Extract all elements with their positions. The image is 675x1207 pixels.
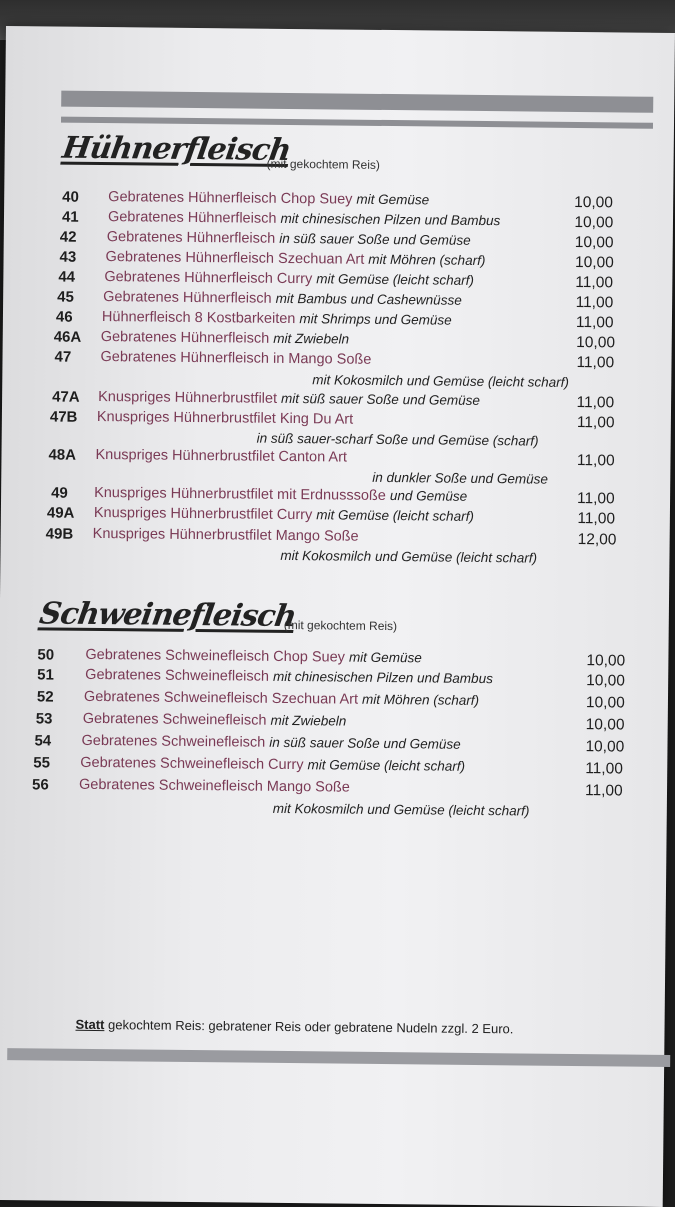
- pork-item-title: Gebratenes Schweinefleisch: [81, 732, 266, 751]
- chicken-item-price: 11,00: [576, 490, 615, 508]
- pork-item-name: [85, 647, 422, 667]
- chicken-item-name: [98, 389, 480, 409]
- pork-item-description: mit Möhren (scharf): [361, 691, 480, 708]
- footer-statt: Statt: [75, 1016, 105, 1033]
- chicken-item-title: Gebratenes Hühnerfleisch: [106, 229, 276, 247]
- chicken-item-price: 11,00: [576, 393, 615, 412]
- chicken-item-number: 41: [61, 208, 79, 226]
- pork-item-price: 10,00: [585, 716, 625, 734]
- chicken-item-number: 49B: [45, 525, 74, 543]
- section-note-pork: (mit gekochtem Reis): [283, 617, 398, 634]
- chicken-item-price: 11,00: [576, 353, 615, 372]
- pork-item-name: [80, 755, 465, 775]
- chicken-item-price: 12,00: [577, 531, 617, 549]
- chicken-item-number: 47B: [49, 408, 78, 426]
- chicken-item-description: mit Gemüse (leicht scharf): [316, 271, 474, 288]
- section-title-chicken: Hühnerfleisch: [60, 130, 293, 168]
- pork-item-title: Gebratenes Schweinefleisch: [85, 666, 270, 685]
- chicken-item-description: mit Shrimps und Gemüse: [299, 311, 452, 328]
- chicken-item-title: Gebratenes Hühnerfleisch Curry: [104, 269, 313, 288]
- chicken-item-title: Knuspriges Hühnerbrustfilet Curry: [93, 504, 313, 524]
- pork-item-description: mit Gemüse: [348, 649, 422, 666]
- chicken-item-subline: in dunkler Soße und Gemüse: [372, 469, 548, 487]
- chicken-item-name: [107, 229, 471, 249]
- chicken-item-number: 44: [58, 268, 76, 286]
- chicken-item-name: [102, 309, 452, 329]
- chicken-item-description: mit süß sauer Soße und Gemüse: [281, 390, 480, 408]
- pork-item-number: 53: [35, 710, 53, 728]
- pork-item-name: [85, 667, 493, 687]
- pork-item-description: mit chinesischen Pilzen und Bambus: [272, 668, 493, 687]
- pork-item-price: 11,00: [585, 760, 623, 778]
- chicken-item-price: 10,00: [574, 233, 614, 252]
- pork-item-name: [79, 777, 350, 796]
- chicken-item-title: Knuspriges Hühnerbrustfilet: [98, 388, 278, 407]
- chicken-item-price: 10,00: [574, 193, 614, 212]
- chicken-item-number: 49: [51, 484, 68, 502]
- pork-item-name: [81, 733, 460, 753]
- pork-item-price: 10,00: [586, 672, 626, 690]
- menu-page: [0, 26, 675, 1207]
- chicken-item-name: [100, 349, 371, 368]
- pork-item-description: mit Gemüse (leicht scharf): [307, 757, 466, 774]
- chicken-item-name: [93, 526, 359, 545]
- pork-item-title: Gebratenes Schweinefleisch Curry: [80, 754, 304, 774]
- chicken-item-price: 10,00: [574, 213, 614, 232]
- pork-item-description: mit Zwiebeln: [270, 712, 347, 729]
- pork-item-price: 10,00: [585, 694, 625, 712]
- chicken-item-name: [108, 209, 501, 229]
- chicken-item-subline: mit Kokosmilch und Gemüse (leicht scharf): [280, 547, 538, 566]
- chicken-item-name: [94, 485, 467, 505]
- chicken-item-price: 11,00: [576, 414, 615, 432]
- chicken-item-price: 10,00: [574, 253, 614, 272]
- pork-item-number: 52: [36, 688, 54, 706]
- chicken-item-title: Knuspriges Hühnerbrustfilet King Du Art: [96, 408, 354, 428]
- chicken-item-number: 49A: [46, 504, 75, 522]
- chicken-item-description: mit Möhren (scharf): [368, 251, 486, 269]
- chicken-item-title: Gebratenes Hühnerfleisch: [103, 289, 272, 307]
- chicken-item-name: [103, 289, 462, 309]
- chicken-item-title: Gebratenes Hühnerfleisch: [100, 329, 270, 347]
- chicken-item-price: 11,00: [576, 452, 615, 470]
- chicken-item-number: 43: [59, 248, 77, 266]
- chicken-item-number: 46: [55, 308, 73, 326]
- chicken-item-title: Hühnerfleisch 8 Kostbarkeiten: [101, 309, 296, 328]
- pork-item-price: 11,00: [584, 782, 623, 800]
- chicken-item-description: mit Gemüse (leicht scharf): [316, 507, 474, 524]
- footer-note: [75, 1017, 513, 1037]
- chicken-item-price: 10,00: [576, 333, 616, 352]
- chicken-item-price: 11,00: [577, 510, 616, 528]
- chicken-item-price: 11,00: [575, 293, 614, 312]
- pork-item-number: 50: [37, 646, 55, 664]
- header-stripe: [61, 91, 653, 113]
- chicken-item-description: in süß sauer Soße und Gemüse: [279, 230, 471, 248]
- chicken-item-name: [108, 189, 429, 208]
- chicken-item-name: [104, 269, 474, 289]
- chicken-item-title: Gebratenes Hühnerfleisch in Mango Soße: [100, 349, 372, 368]
- chicken-item-description: mit Bambus und Cashewnüsse: [275, 290, 462, 308]
- chicken-item-subline: in süß sauer-scharf Soße und Gemüse (scharf): [256, 430, 539, 449]
- pork-item-number: 51: [37, 666, 54, 684]
- chicken-item-number: 47: [54, 348, 72, 366]
- pork-item-name: [84, 689, 479, 709]
- pork-item-number: 55: [33, 754, 51, 772]
- chicken-item-description: und Gemüse: [389, 488, 468, 504]
- pork-item-description: in süß sauer Soße und Gemüse: [269, 734, 461, 752]
- pork-item-number: 56: [31, 776, 49, 794]
- chicken-item-name: [101, 329, 349, 348]
- chicken-item-title: Knuspriges Hühnerbrustfilet Canton Art: [95, 446, 348, 466]
- chicken-item-description: mit chinesischen Pilzen und Bambus: [280, 210, 501, 229]
- pork-item-title: Gebratenes Schweinefleisch: [82, 710, 267, 729]
- pork-item-price: 10,00: [586, 652, 626, 670]
- pork-item-number: 54: [34, 732, 52, 750]
- chicken-item-title: Gebratenes Hühnerfleisch Szechuan Art: [105, 249, 365, 268]
- chicken-item-description: mit Zwiebeln: [273, 330, 350, 347]
- footer-text: gekochtem Reis: gebratener Reis oder gebratene Nudeln zzgl. 2 Euro.: [104, 1017, 514, 1037]
- section-title-pork: Schweinefleisch: [37, 596, 299, 635]
- chicken-item-subline: mit Kokosmilch und Gemüse (leicht scharf): [312, 372, 569, 390]
- chicken-item-title: Knuspriges Hühnerbrustfilet mit Erdnusssoße: [94, 484, 386, 505]
- chicken-item-title: Knuspriges Hühnerbrustfilet Mango Soße: [92, 525, 359, 545]
- chicken-item-name: [94, 505, 474, 525]
- chicken-item-price: 11,00: [575, 313, 614, 332]
- footer-stripe: [7, 1048, 670, 1067]
- chicken-item-price: 11,00: [575, 273, 614, 292]
- chicken-item-number: 48A: [48, 446, 77, 464]
- chicken-item-number: 45: [57, 288, 74, 306]
- chicken-item-title: Gebratenes Hühnerfleisch Chop Suey: [108, 189, 353, 208]
- pork-item-title: Gebratenes Schweinefleisch Mango Soße: [78, 776, 350, 796]
- chicken-item-name: [106, 249, 486, 269]
- chicken-item-number: 42: [59, 228, 77, 246]
- chicken-item-number: 46A: [53, 328, 82, 346]
- section-note-chicken: (mit gekochtem Reis): [266, 156, 381, 172]
- chicken-item-number: 40: [62, 188, 79, 206]
- chicken-item-number: 47A: [52, 388, 80, 406]
- pork-item-name: [83, 711, 347, 730]
- pork-item-price: 10,00: [585, 738, 625, 756]
- pork-item-title: Gebratenes Schweinefleisch Chop Suey: [85, 646, 346, 666]
- pork-item-title: Gebratenes Schweinefleisch Szechuan Art: [83, 688, 359, 708]
- pork-item-subline: mit Kokosmilch und Gemüse (leicht scharf): [272, 800, 530, 819]
- chicken-item-title: Gebratenes Hühnerfleisch: [107, 209, 277, 227]
- header-stripe-thin: [61, 117, 653, 129]
- chicken-item-name: [97, 409, 353, 428]
- chicken-item-description: mit Gemüse: [356, 191, 430, 208]
- chicken-item-name: [95, 447, 347, 466]
